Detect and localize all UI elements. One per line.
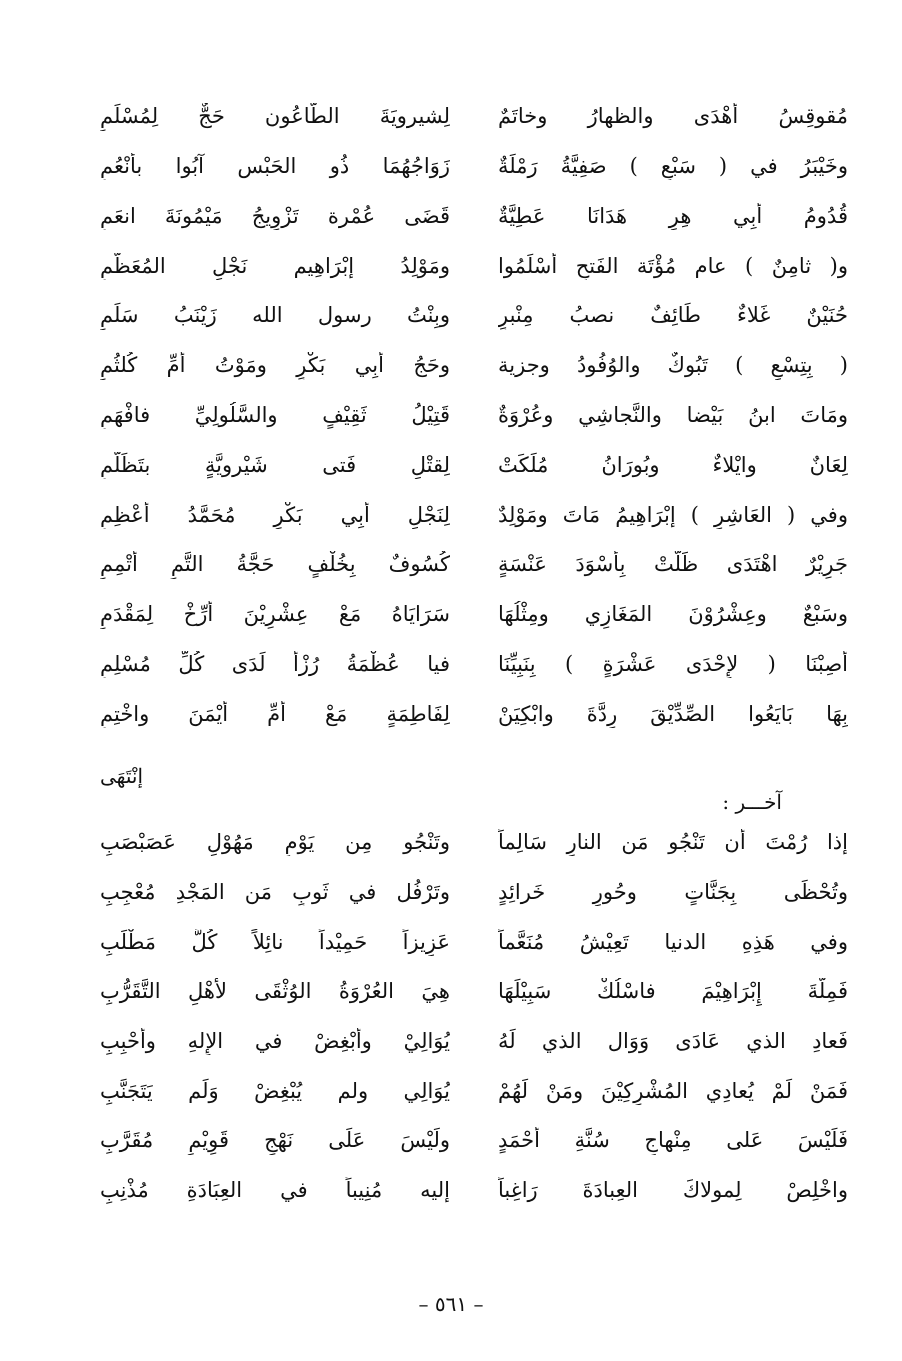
verse	[100, 241, 848, 291]
verse	[100, 640, 848, 690]
hemistich-right: أُصِبْنَا ( لإِحْدَى عَشْرَةٍ ) بِنَبِيِّنَا	[498, 652, 848, 677]
hemistich-left: قَضَى عُمْرة تَزْوِيجُ مَيْمُونَةَ انعَمِ	[100, 203, 450, 228]
hemistich-right: مُقوقِسُ أَهْدَى والظهارُ وخاتَمٌ	[498, 104, 848, 129]
verse	[100, 818, 848, 868]
hemistich-right: وسَبْعٌ وعِشْرُوْنَ المَغَازِي ومِثْلُهَا	[498, 602, 848, 627]
hemistich-left: إليه مُنِيباً في العِبَادَةِ مُذْنِبِ	[100, 1178, 450, 1202]
end-word: إنْتَهَى	[100, 764, 144, 788]
verse	[100, 341, 848, 391]
verse	[100, 490, 848, 540]
hemistich-left: فيا عُظْمَةُ رُزْأً لَدَى كُلِّ مُسْلِمِ	[100, 652, 450, 677]
hemistich-left: زَوَاجُهُمَا ذُو الحَبْس آبُوا بأَنْعُمِ	[100, 154, 450, 179]
page-number: – ٥٦١ –	[418, 1292, 484, 1316]
hemistich-right: واخْلِصْ لِمولاكَ العِبادَةَ رَاغِباً	[498, 1178, 848, 1202]
hemistich-right: وفي هَذِهِ الدنيا تَعِيْشُ مُنَعَّماً	[498, 929, 848, 954]
hemistich-right: جَرِيْرٌ اهْتَدَى ظَلَّتْ بِأَسْوَدَ عَنْسَةٍ	[498, 552, 848, 577]
end-marker	[100, 764, 450, 788]
hemistich-left: لِفَاطِمَةٍ مَعْ أُمِّ أَيْمَنَ واخْتِمِ	[100, 701, 450, 726]
verse	[100, 690, 848, 740]
hemistich-left: هِيَ العُرْوَةُ الوُثْقَى لأَهْلِ التَّقَرُّبِ	[100, 979, 450, 1004]
hemistich-left: سَرَايَاهُ مَعْ عِشْرِيْنَ أَرِّخْ لِمَقْدَمِ	[100, 602, 450, 627]
verse	[100, 1116, 848, 1166]
hemistich-right: بِهَا بَايَعُوا الصِّدِّيْقَ رِدَّةَ وابْكِيَنْ	[498, 701, 848, 726]
hemistich-left: لِنَجْلِ أَبِي بَكْرٍ مُحَمَّدُ أَعْظِمِ	[100, 502, 450, 527]
verse	[100, 92, 848, 142]
hemistich-left: ولَيْسَ عَلَى نَهْجٍ قَوِيْمٍ مُقَرَّبِ	[100, 1128, 450, 1153]
hemistich-right: وفي ( العَاشِرِ ) إبْرَاهِيمُ مَاتَ ومَوْلِدٌ	[498, 502, 848, 527]
hemistich-left: قَتِيْلُ ثَقِيْفٍ والسَّلُولِيِّ فافْهَمِ	[100, 403, 450, 428]
verse	[100, 1166, 848, 1216]
verse	[100, 868, 848, 918]
verse	[100, 291, 848, 341]
verse	[100, 967, 848, 1017]
hemistich-right: و( ثامِنٌ ) عام مُؤْتَة الفَتحِ أَسْلَمُوا	[498, 253, 848, 278]
hemistich-left: لِشيرويَةَ الطّاعُون حَجٌّ لِمُسْلَمِ	[100, 104, 450, 129]
hemistich-left: وتَنْجُو مِن يَوْمٍ مَهُوْلٍ عَصَبْصَبِ	[100, 830, 450, 855]
poem-second	[100, 818, 848, 1216]
verse	[100, 441, 848, 491]
hemistich-right: حُنَيْنٌ غَلاءٌ طَائِفٌ نصبُ مِنْبرٍ	[498, 303, 848, 328]
hemistich-right: وتُحْظَى بِجَنَّاتٍ وحُورٍ خَرائِدٍ	[498, 879, 848, 904]
hemistich-left: لِقتْلِ فَتى شَيْرويَّةٍ بتَظَلُّمِ	[100, 452, 450, 477]
hemistich-right: وخَيْبَرُ في ( سَبْعٍ ) صَفِيَّةُ رَمْلَةٌ	[498, 154, 848, 179]
hemistich-left: وبِنْتُ رسول الله زَيْنَبُ سَلِّمِ	[100, 303, 450, 328]
hemistich-right: فَمِلَّةَ إِبْرَاهِيْمَ فاسْلُكْ سَبِيْلَهَا	[498, 979, 848, 1004]
hemistich-left: يُوَالِيْ وأَبْغِضْ في الإِلهِ وأَحْبِبِ	[100, 1028, 450, 1053]
hemistich-right: فَعادِ الذي عَادَى وَوَال الذي لَهُ	[498, 1028, 848, 1053]
section-heading: آخـــر :	[722, 790, 782, 814]
verse	[100, 590, 848, 640]
poem-first	[100, 92, 848, 739]
hemistich-left: كُسُوفٌ بِخُلْفٍ حَجَّةُ التَّمِ أَتْمِمِ	[100, 552, 450, 577]
hemistich-left: ومَوْلِدُ إبْرَاهِيم نَجْلِ المُعَظَّمِ	[100, 253, 450, 278]
hemistich-right: ومَاتَ ابنُ بَيْضا والنَّجاشِي وعُرْوَةٌ	[498, 403, 848, 428]
verse	[100, 1017, 848, 1067]
hemistich-right: قُدُومُ أَبِي هِرٍ هَدَانَا عَطِيَّةٌ	[498, 203, 848, 228]
verse	[100, 391, 848, 441]
verse	[100, 1066, 848, 1116]
hemistich-right: فَلَيْسَ عَلى مِنْهاجِ سُنَّةِ أَحْمَدٍ	[498, 1128, 848, 1153]
verse	[100, 192, 848, 242]
verse	[100, 142, 848, 192]
hemistich-right: فَمَنْ لَمْ يُعادِي المُشْرِكِيْنَ ومَنْ لَهُمْ	[498, 1078, 848, 1103]
hemistich-right: لِعَانٌ وايْلاءٌ وبُورَانُ مُلِّكَتْ	[498, 452, 848, 477]
hemistich-left: عَزِيزاً حَمِيْداً نائِلاً كُلَّ مَطْلَبِ	[100, 929, 450, 954]
hemistich-right: إذ‌ا رُمْتَ أن تَنْجُو مَن النارِ سَالِماً	[498, 830, 848, 855]
hemistich-left: وحَجُ أَبِي بَكْرٍ ومَوْتُ أُمِّ كُلثُمِ	[100, 353, 450, 378]
verse	[100, 540, 848, 590]
hemistich-left: يُوَالِي ولم يُبْغِضْ وَلَم يَتَجَنَّبِ	[100, 1078, 450, 1103]
hemistich-left: وتَرْفُل في ثَوبٍ مَن المَجْدِ مُعْجِبِ	[100, 879, 450, 904]
hemistich-right: ( بِتِسْعٍ ) تَبُوكٌ والوُفُودُ وجزية	[498, 353, 848, 378]
verse	[100, 917, 848, 967]
